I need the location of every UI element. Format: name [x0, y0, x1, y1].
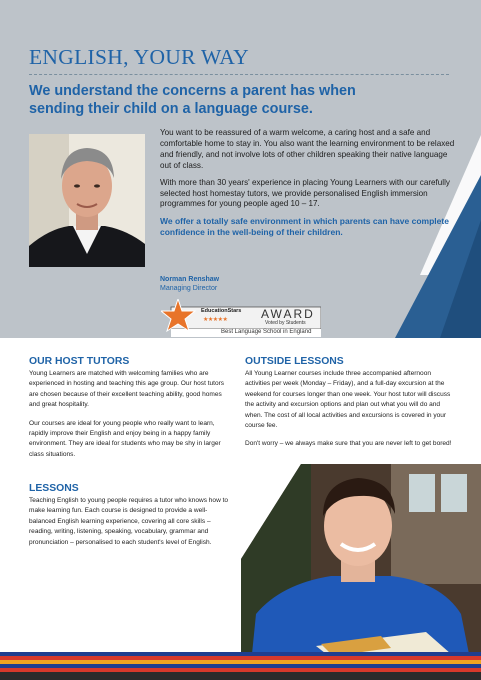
award-stars: ★★★★★: [203, 317, 228, 323]
signature-name: Norman Renshaw: [160, 276, 220, 283]
host-tutors-paragraph: Our courses are ideal for young people who really want to learn, rapidly improve their English and enjoy being in a happy family environment. They are ideal for students who may be shy in larger class situations.: [29, 419, 221, 458]
director-portrait: [29, 134, 145, 267]
host-tutors-heading: OUR HOST TUTORS: [29, 356, 130, 367]
page-title: ENGLISH, YOUR WAY: [29, 45, 249, 69]
outside-lessons-body: [245, 369, 457, 458]
student-photo: [241, 464, 481, 664]
host-tutors-paragraph: Young Learners are matched with welcoming families who are experienced in hosting and teaching this age group. Our host tutors are chosen because of their excellent teaching ability, good homes and great hospitality.: [29, 370, 225, 409]
intro-paragraph: You want to be reassured of a warm welcome, a caring host and a safe and comfortable home to stay in. You also want the learning environment to be relaxed and friendly, and not involve lots of other children speaking their native language out of class.: [160, 128, 455, 170]
intro-paragraph: With more than 30 years' experience in placing Young Learners with our carefully selected host homestay tutors, we provide personalised English immersion programmes for young people aged 10 – 17.: [160, 177, 450, 209]
bottom-stripes: [0, 652, 481, 680]
award-title: AWARD: [261, 307, 315, 321]
lessons-body: [29, 496, 233, 556]
award-brand: EducationStars: [201, 308, 242, 314]
host-tutors-body: [29, 369, 233, 468]
lessons-paragraph: Teaching English to young people requires a tutor who knows how to make learning fun. Each course is designed to provide a well-balanced English learning experience, covering all core skills – reading, writing, listening, speaking, vocabulary, grammar and pronunciation – personalised to each student's level of English.: [29, 497, 229, 546]
title-divider: [29, 74, 449, 75]
outside-lessons-paragraph: All Young Learner courses include three accompanied afternoon activities per week (Monday – Friday), and a full-day excursion at the weekend for courses longer than one week. Your host tutor will discuss the activity and excursion options and plan out what you will do and when. The cost of all local activities and excursions is covered in your course fee.: [245, 370, 451, 430]
intro-emphasis: We offer a totally safe environment in which parents can have complete confidence in the well-being of their children.: [160, 216, 449, 237]
outside-lessons-heading: OUTSIDE LESSONS: [245, 356, 344, 367]
intro-text: [160, 128, 456, 243]
outside-lessons-paragraph: Don't worry – we always make sure that you are never left to get bored!: [245, 440, 452, 448]
page-subtitle: We understand the concerns a parent has when sending their child on a language course.: [29, 83, 356, 117]
lessons-heading: LESSONS: [29, 483, 79, 494]
signature-role: Managing Director: [160, 285, 218, 292]
award-voted: Voted by Students: [265, 320, 306, 326]
award-badge: [161, 299, 321, 337]
award-caption: Best Language School in England: [221, 329, 312, 335]
